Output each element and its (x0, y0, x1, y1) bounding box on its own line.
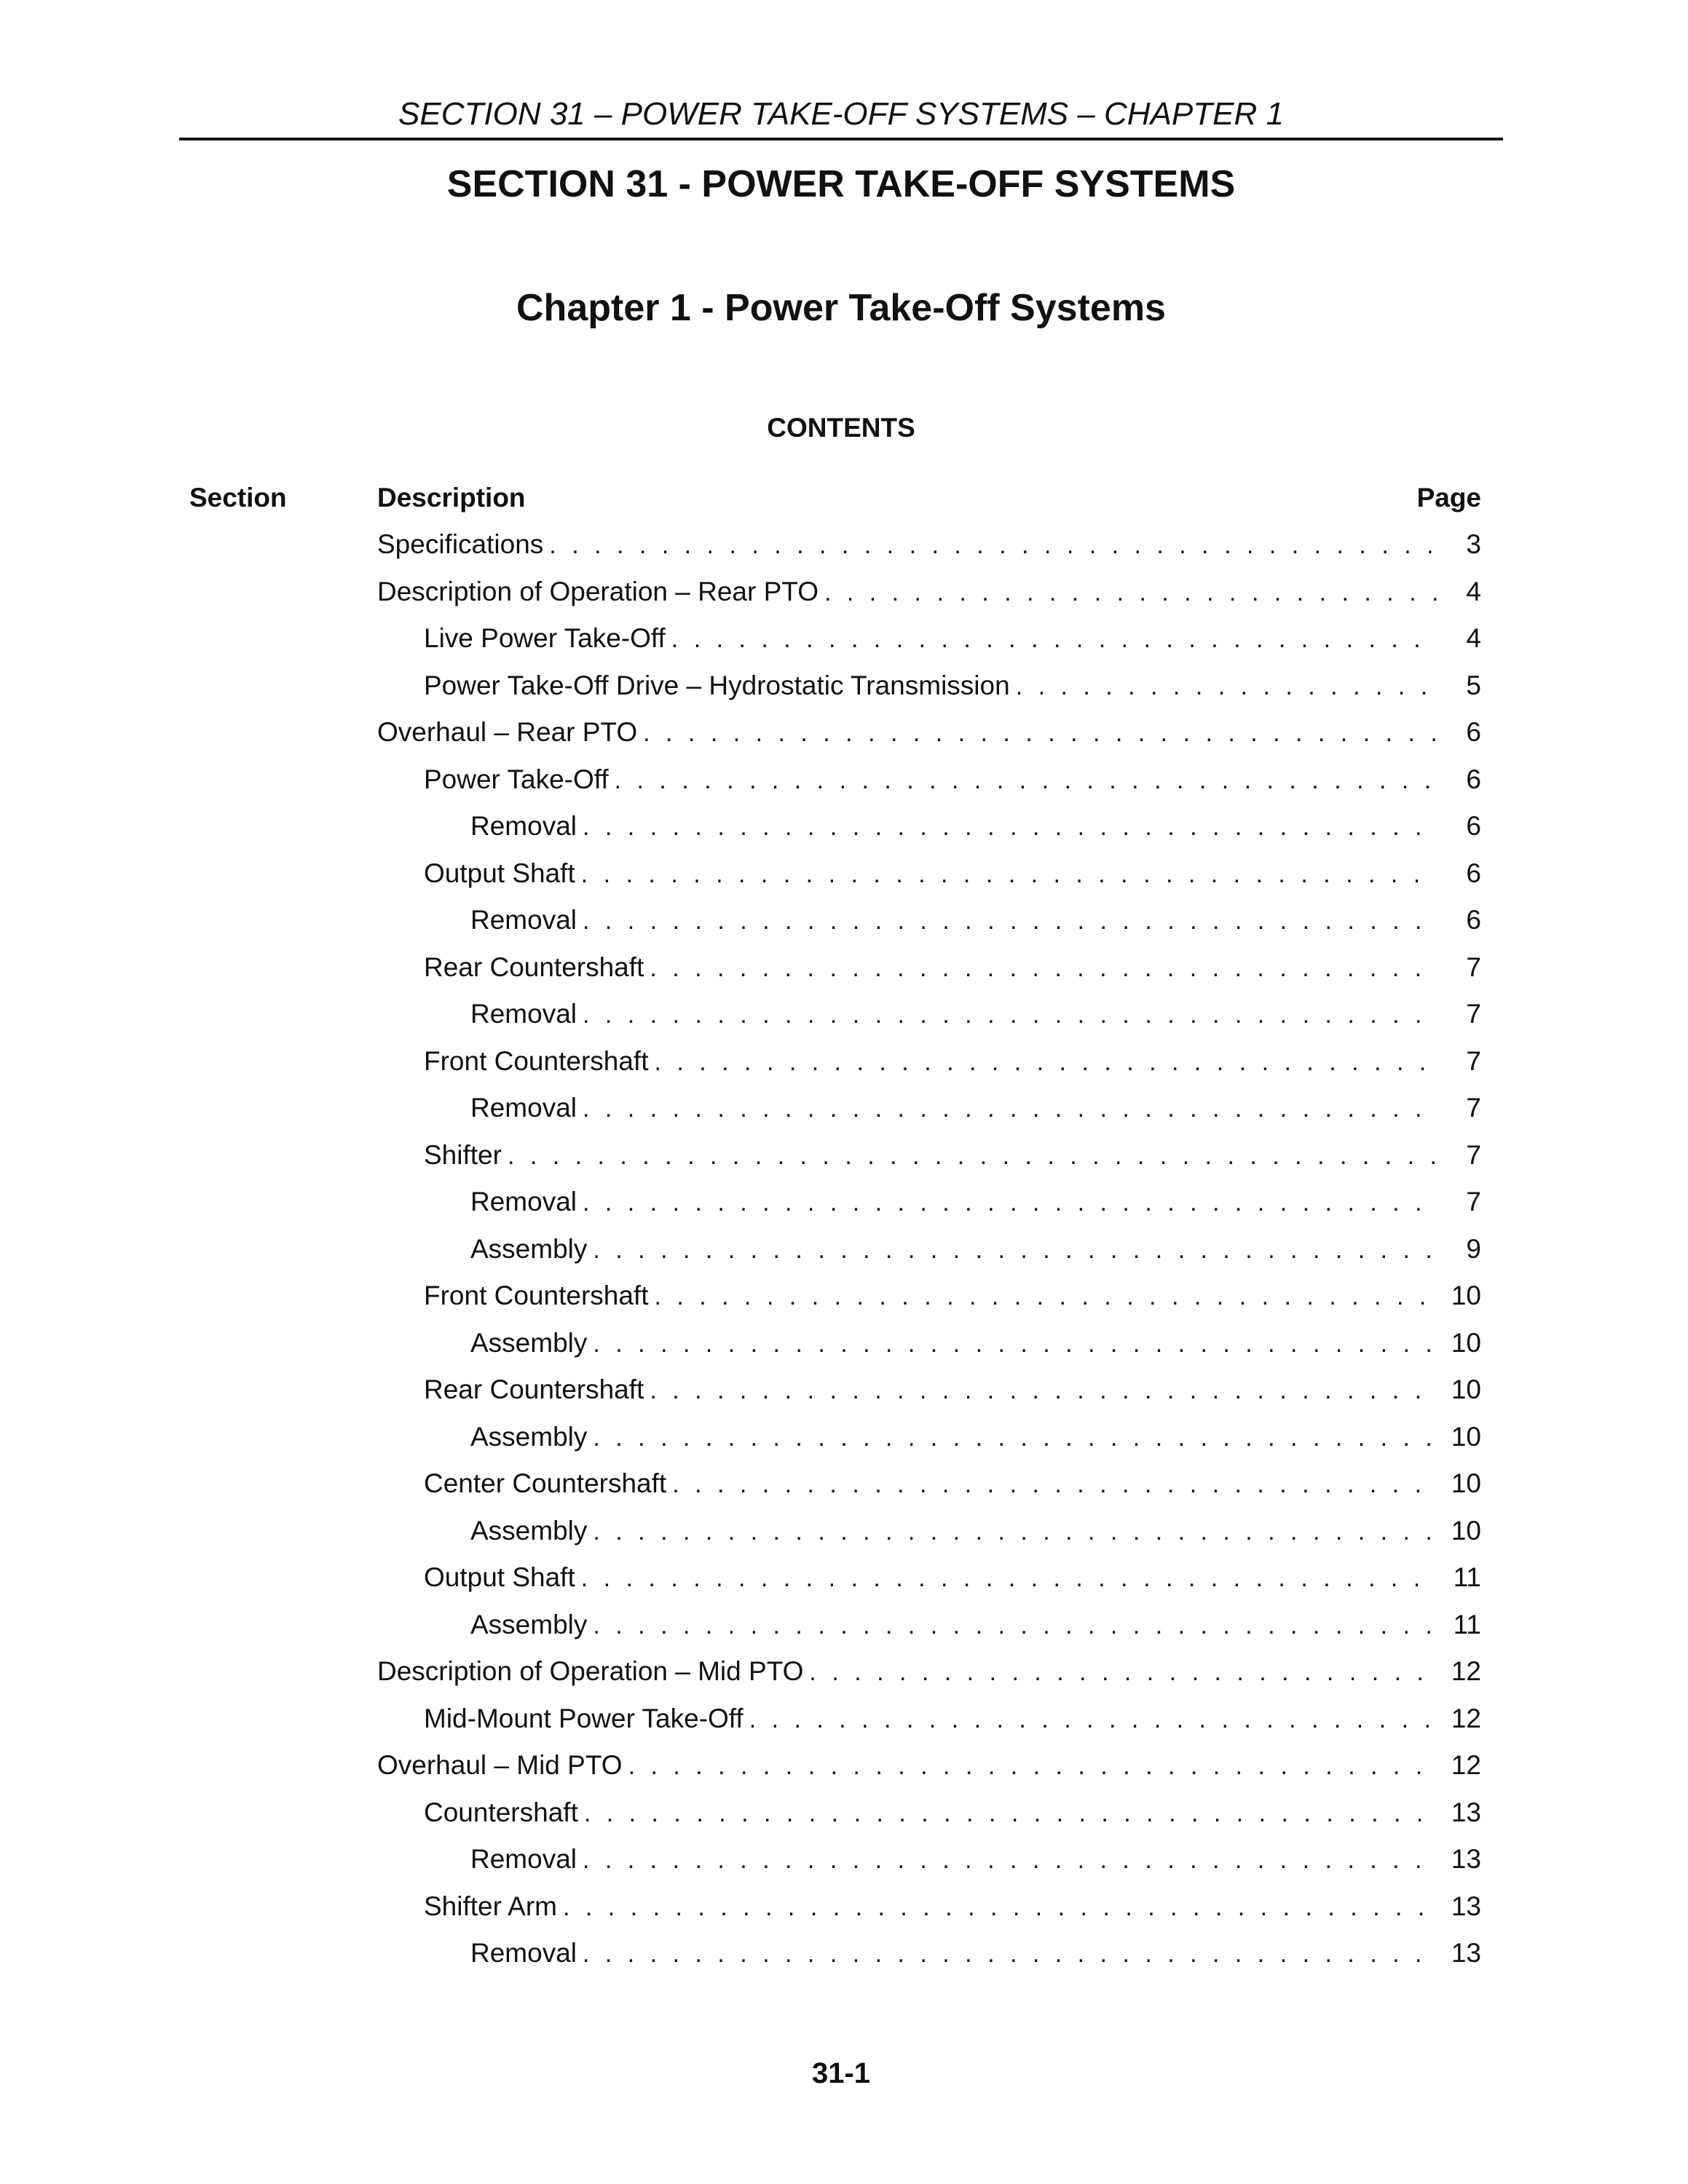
toc-entry-title: Shifter (424, 1139, 502, 1170)
dot-leader (581, 1555, 1437, 1602)
dot-leader (583, 1179, 1437, 1227)
toc-entry-page: 10 (1451, 1468, 1481, 1498)
toc-entry (470, 1226, 1481, 1273)
toc-entry (424, 1038, 1481, 1085)
toc-entry (470, 1320, 1481, 1367)
toc-entry-page: 7 (1466, 1187, 1481, 1216)
toc-entry-title: Live Power Take-Off (424, 623, 666, 653)
toc-entry (424, 944, 1481, 992)
toc-entry-title: Specifications (377, 529, 544, 559)
toc-entry-page: 11 (1453, 1562, 1481, 1592)
section-title: SECTION 31 - POWER TAKE-OFF SYSTEMS (446, 163, 1236, 205)
dot-leader (593, 1415, 1437, 1462)
toc-entry-title: Assembly (470, 1233, 588, 1264)
toc-entry-page: 12 (1451, 1703, 1481, 1733)
toc-entry-title: Overhaul – Rear PTO (377, 717, 638, 747)
toc-entry (470, 991, 1481, 1038)
toc-entry (470, 897, 1481, 944)
toc-entry-title: Removal (470, 1844, 577, 1874)
toc-entry (377, 569, 1481, 616)
toc-entry (470, 1930, 1481, 1977)
toc-entry-page: 6 (1466, 811, 1481, 841)
toc-entry-title: Description of Operation – Rear PTO (377, 576, 819, 606)
toc-entry (377, 1742, 1481, 1789)
toc-entry-page: 10 (1451, 1421, 1481, 1452)
toc-entry (470, 1414, 1481, 1461)
toc-entry (377, 709, 1481, 756)
column-header-description: Description (377, 483, 526, 513)
toc-entry-page: 12 (1451, 1656, 1481, 1686)
toc-entry-title: Power Take-Off (424, 764, 609, 794)
toc-entry-title: Assembly (470, 1609, 588, 1639)
toc-entry-page: 13 (1451, 1844, 1481, 1874)
toc-entry-title: Removal (470, 1187, 577, 1216)
toc-entry-page: 9 (1466, 1233, 1481, 1264)
dot-leader (654, 1273, 1437, 1321)
dot-leader (593, 1602, 1437, 1650)
dot-leader (650, 945, 1437, 992)
toc-entry (424, 1366, 1481, 1414)
toc-entry-page: 6 (1466, 764, 1481, 794)
toc-entry (424, 1460, 1481, 1508)
dot-leader (749, 1696, 1437, 1744)
toc-entry (424, 1273, 1481, 1320)
toc-entry-title: Removal (470, 811, 577, 841)
dot-leader (549, 522, 1437, 569)
dot-leader (583, 1085, 1437, 1133)
toc-entry (424, 756, 1481, 804)
dot-leader (583, 1931, 1437, 1978)
dot-leader (615, 757, 1437, 804)
contents-title: CONTENTS (767, 413, 915, 443)
toc-entry-page: 10 (1451, 1515, 1481, 1546)
dot-leader (593, 1508, 1437, 1556)
toc-entry-title: Assembly (470, 1327, 588, 1358)
dot-leader (809, 1649, 1437, 1696)
dot-leader (584, 1790, 1437, 1837)
column-header-section: Section (189, 483, 287, 513)
toc-entry-page: 10 (1451, 1327, 1481, 1358)
toc-entry-page: 10 (1451, 1281, 1481, 1310)
table-of-contents (377, 521, 1481, 1977)
toc-entry-page: 7 (1466, 951, 1481, 982)
toc-entry-page: 6 (1466, 905, 1481, 935)
dot-leader (593, 1321, 1437, 1368)
toc-entry-page: 12 (1451, 1750, 1481, 1780)
dot-leader (583, 1837, 1437, 1884)
toc-entry-page: 13 (1451, 1891, 1481, 1921)
toc-entry-page: 11 (1453, 1609, 1481, 1639)
toc-entry-page: 7 (1466, 1045, 1481, 1076)
dot-leader (650, 1367, 1437, 1415)
toc-entry-page: 7 (1466, 1139, 1481, 1170)
toc-entry (424, 850, 1481, 898)
toc-entry-page: 5 (1466, 670, 1481, 700)
column-header-page: Page (1416, 483, 1481, 513)
toc-entry-title: Removal (470, 999, 577, 1029)
dot-leader (672, 1461, 1437, 1508)
dot-leader (581, 851, 1437, 898)
dot-leader (671, 616, 1437, 663)
toc-entry-page: 7 (1466, 999, 1481, 1029)
toc-entry-title: Assembly (470, 1515, 588, 1546)
toc-entry (377, 521, 1481, 569)
toc-entry (424, 1554, 1481, 1602)
toc-entry (424, 615, 1481, 662)
toc-entry-title: Mid-Mount Power Take-Off (424, 1703, 744, 1733)
toc-entry (470, 803, 1481, 850)
toc-entry-title: Output Shaft (424, 858, 575, 888)
running-header: SECTION 31 – POWER TAKE-OFF SYSTEMS – CHAPTER 1 (398, 96, 1284, 132)
toc-entry-title: Front Countershaft (424, 1281, 649, 1310)
toc-entry-page: 3 (1466, 529, 1481, 559)
dot-leader (824, 569, 1437, 617)
toc-entry-title: Center Countershaft (424, 1468, 667, 1498)
toc-entry-title: Description of Operation – Mid PTO (377, 1656, 804, 1686)
dot-leader (583, 992, 1437, 1039)
toc-entry-page: 4 (1466, 576, 1481, 606)
page-number: 31-1 (811, 2057, 871, 2089)
toc-entry-title: Rear Countershaft (424, 951, 644, 982)
toc-entry-title: Shifter Arm (424, 1891, 557, 1921)
toc-entry-title: Countershaft (424, 1797, 578, 1827)
toc-entry (424, 1883, 1481, 1931)
toc-entry (424, 1132, 1481, 1179)
toc-entry-title: Power Take-Off Drive – Hydrostatic Transmission (424, 670, 1010, 700)
dot-leader (563, 1884, 1437, 1931)
toc-entry (424, 662, 1481, 710)
toc-entry-title: Front Countershaft (424, 1045, 649, 1076)
toc-entry-title: Overhaul – Mid PTO (377, 1750, 623, 1780)
toc-entry (470, 1085, 1481, 1132)
toc-entry-title: Rear Countershaft (424, 1374, 644, 1404)
dot-leader (654, 1039, 1437, 1086)
toc-entry-title: Assembly (470, 1421, 588, 1452)
chapter-title: Chapter 1 - Power Take-Off Systems (516, 287, 1166, 329)
dot-leader (583, 804, 1437, 851)
dot-leader (1016, 663, 1437, 711)
toc-entry-page: 13 (1451, 1938, 1481, 1968)
toc-entry (424, 1789, 1481, 1837)
toc-entry (424, 1696, 1481, 1743)
dot-leader (628, 1743, 1437, 1790)
dot-leader (583, 898, 1437, 945)
toc-entry-title: Removal (470, 1938, 577, 1968)
toc-entry-page: 7 (1466, 1093, 1481, 1123)
toc-entry (470, 1602, 1481, 1649)
toc-entry (470, 1508, 1481, 1555)
toc-entry-page: 10 (1451, 1374, 1481, 1404)
dot-leader (643, 710, 1437, 757)
dot-leader (593, 1227, 1437, 1274)
header-rule (179, 138, 1503, 141)
dot-leader (508, 1133, 1437, 1180)
toc-entry (470, 1179, 1481, 1226)
toc-entry-page: 4 (1466, 623, 1481, 653)
toc-entry-page: 6 (1466, 717, 1481, 747)
toc-entry (470, 1836, 1481, 1883)
toc-entry-title: Removal (470, 1093, 577, 1123)
toc-entry-page: 6 (1466, 858, 1481, 888)
toc-entry-page: 13 (1451, 1797, 1481, 1827)
toc-entry-title: Removal (470, 905, 577, 935)
toc-entry-title: Output Shaft (424, 1562, 575, 1592)
toc-entry (377, 1648, 1481, 1696)
